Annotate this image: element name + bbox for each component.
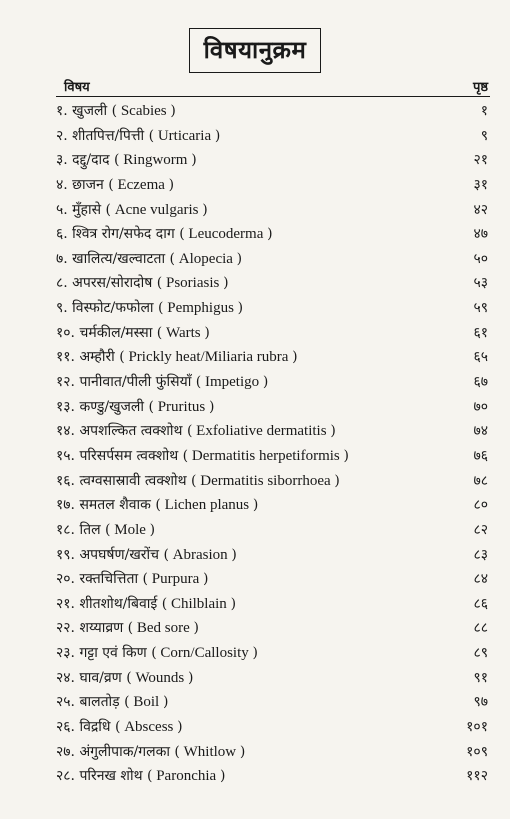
- contents-entry: [0, 493, 510, 518]
- entry-topic: २२. शय्याव्रण ( Bed sore ): [56, 620, 200, 637]
- entry-page-number: ८०: [473, 497, 488, 514]
- entry-page-number: १०१: [466, 719, 488, 736]
- entry-topic: २३. गट्टा एवं किण ( Corn/Callosity ): [56, 645, 258, 662]
- contents-entry: [0, 222, 510, 247]
- entry-page-number: ६७: [473, 374, 488, 391]
- contents-entry: [0, 321, 510, 346]
- entry-topic: १२. पानीवात/पीली फुंसियाँ ( Impetigo ): [56, 374, 269, 391]
- entry-topic: ३. दद्दु/दाद ( Ringworm ): [56, 152, 197, 169]
- entry-topic: २७. अंगुलीपाक/गलका ( Whitlow ): [56, 743, 246, 760]
- contents-entry: [0, 518, 510, 543]
- entry-page-number: ९७: [473, 694, 488, 711]
- entry-page-number: ७४: [473, 423, 488, 440]
- column-header: [0, 77, 510, 97]
- entry-topic: १७. समतल शैवाक ( Lichen planus ): [56, 497, 259, 514]
- contents-list: [0, 99, 510, 789]
- entry-topic: १३. कण्डु/खुजली ( Pruritus ): [56, 398, 215, 415]
- entry-topic: १९. अपघर्षण/खरोंच ( Abrasion ): [56, 546, 237, 563]
- entry-page-number: ५३: [473, 275, 488, 292]
- page-column-label: पृष्ठ: [472, 80, 488, 95]
- entry-topic: ६. श्वित्र रोग/सफेद दाग ( Leucoderma ): [56, 226, 273, 243]
- contents-entry: [0, 592, 510, 617]
- entry-page-number: ६१: [473, 324, 488, 341]
- contents-entry: [0, 247, 510, 272]
- contents-entry: [0, 567, 510, 592]
- entry-page-number: ७६: [473, 447, 488, 464]
- contents-entry: [0, 740, 510, 765]
- entry-topic: १६. त्वग्वसास्रावी त्वक्शोथ ( Dermatitis siborrhoea ): [56, 472, 340, 489]
- contents-entry: [0, 715, 510, 740]
- entry-topic: ४. छाजन ( Eczema ): [56, 176, 175, 193]
- entry-topic: १५. परिसर्पसम त्वक्शोथ ( Dermatitis herpetiformis ): [56, 447, 349, 464]
- contents-entry: [0, 543, 510, 568]
- contents-entry: [0, 419, 510, 444]
- contents-entry: [0, 764, 510, 789]
- entry-page-number: ८३: [473, 546, 488, 563]
- entry-page-number: ७०: [473, 398, 488, 415]
- entry-page-number: ११२: [466, 768, 488, 785]
- contents-entry: [0, 616, 510, 641]
- contents-entry: [0, 690, 510, 715]
- entry-topic: १८. तिल ( Mole ): [56, 521, 156, 538]
- contents-entry: [0, 271, 510, 296]
- entry-topic: १४. अपशल्कित त्वक्शोथ ( Exfoliative dermatitis ): [56, 423, 336, 440]
- entry-topic: २५. बालतोड़ ( Boil ): [56, 694, 169, 711]
- entry-page-number: ८८: [473, 620, 488, 637]
- entry-page-number: ५९: [473, 300, 488, 317]
- entry-page-number: ८९: [473, 645, 488, 662]
- entry-page-number: १०९: [466, 743, 488, 760]
- entry-topic: २८. परिनख शोथ ( Paronchia ): [56, 768, 226, 785]
- contents-entry: [0, 395, 510, 420]
- page-title: विषयानुक्रम: [189, 28, 322, 73]
- contents-entry: [0, 296, 510, 321]
- contents-entry: [0, 345, 510, 370]
- entry-topic: २४. घाव/व्रण ( Wounds ): [56, 669, 194, 686]
- entry-topic: ७. खालित्य/खल्वाटता ( Alopecia ): [56, 250, 243, 267]
- entry-page-number: ४७: [473, 226, 488, 243]
- entry-topic: २१. शीतशोथ/बिवाई ( Chilblain ): [56, 595, 237, 612]
- subject-column-label: विषय: [64, 80, 90, 95]
- contents-entry: [0, 370, 510, 395]
- entry-page-number: ३१: [473, 176, 488, 193]
- contents-entry: [0, 469, 510, 494]
- entry-topic: ८. अपरस/सोरादोष ( Psoriasis ): [56, 275, 229, 292]
- entry-page-number: ५०: [473, 250, 488, 267]
- entry-page-number: ६५: [473, 349, 488, 366]
- contents-entry: [0, 173, 510, 198]
- contents-entry: [0, 99, 510, 124]
- entry-topic: १०. चर्मकील/मस्सा ( Warts ): [56, 324, 210, 341]
- entry-page-number: ७८: [473, 472, 488, 489]
- header-divider: [56, 96, 490, 97]
- entry-topic: ११. अम्हौरी ( Prickly heat/Miliaria rubra ): [56, 349, 298, 366]
- entry-page-number: ९: [480, 127, 488, 144]
- entry-page-number: १: [480, 103, 488, 119]
- contents-entry: [0, 148, 510, 173]
- title-wrapper: [0, 28, 510, 73]
- entry-topic: २. शीतपित्त/पित्ती ( Urticaria ): [56, 127, 221, 144]
- contents-entry: [0, 198, 510, 223]
- entry-topic: ५. मुँहासे ( Acne vulgaris ): [56, 201, 208, 218]
- contents-entry: [0, 641, 510, 666]
- entry-page-number: ८६: [473, 595, 488, 612]
- contents-entry: [0, 666, 510, 691]
- entry-page-number: ८४: [473, 571, 488, 588]
- entry-page-number: ९१: [473, 669, 488, 686]
- entry-topic: ९. विस्फोट/फफोला ( Pemphigus ): [56, 300, 244, 317]
- contents-entry: [0, 444, 510, 469]
- entry-page-number: ४२: [473, 201, 488, 218]
- contents-entry: [0, 124, 510, 149]
- entry-page-number: ८२: [473, 521, 488, 538]
- entry-topic: २०. रक्तचित्तिता ( Purpura ): [56, 571, 209, 588]
- entry-page-number: २१: [473, 152, 488, 169]
- entry-topic: १. खुजली ( Scabies ): [56, 103, 176, 119]
- entry-topic: २६. विद्रधि ( Abscess ): [56, 719, 183, 736]
